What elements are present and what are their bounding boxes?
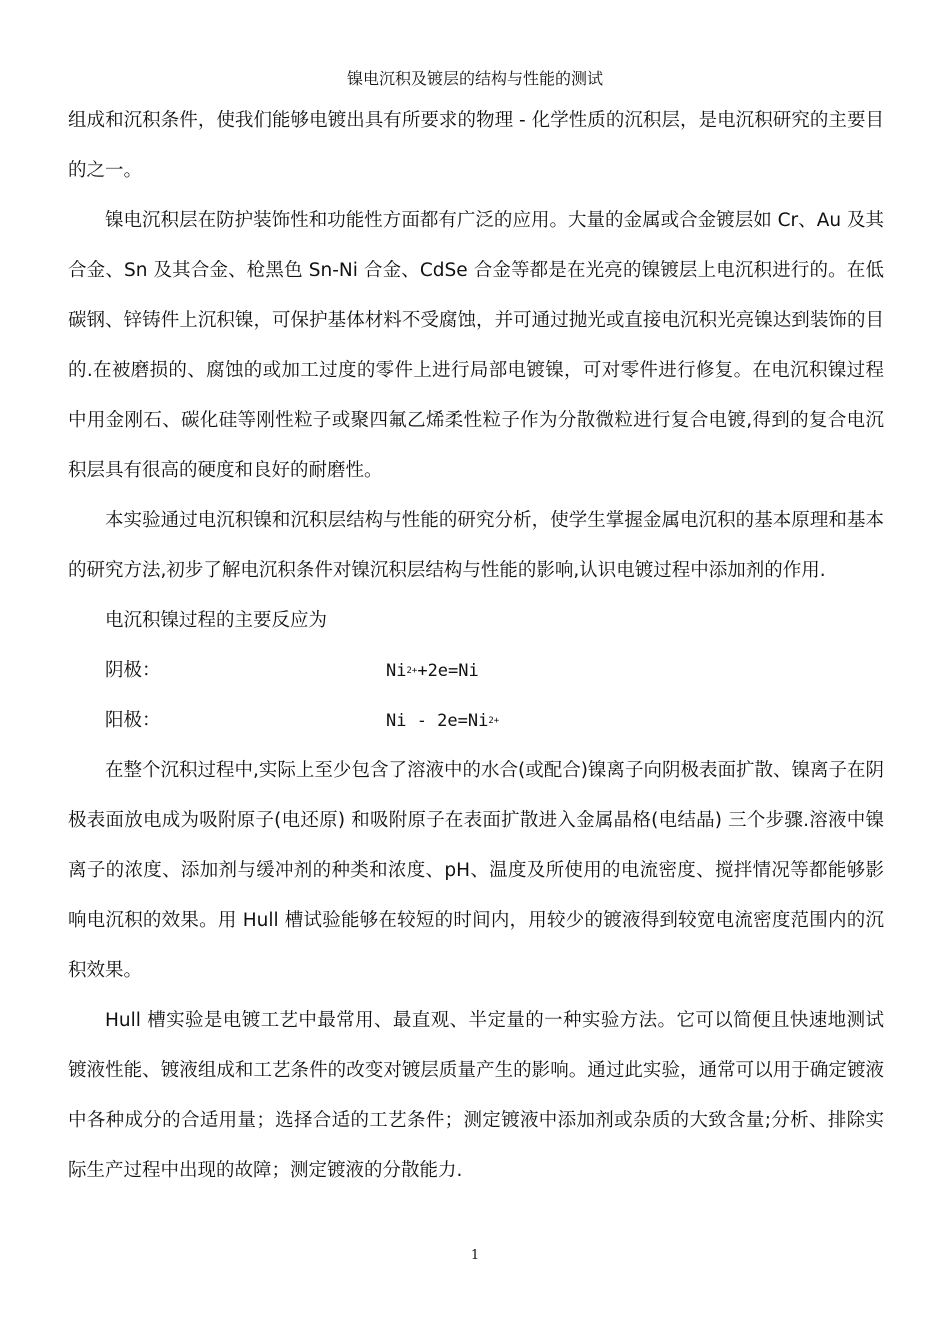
document-body — [68, 96, 884, 1196]
paragraph-5: 在整个沉积过程中,实际上至少包含了溶液中的水合(或配合)镍离子向阴极表面扩散、镍离子在阴极表面放电成为吸附原子(电还原) 和吸附原子在表面扩散进入金属晶格(电结晶) 三个步骤.溶液中镍离子的浓度、添加剂与缓冲剂的种类和浓度、pH、温度及所使用的电流密度、搅拌情况等都能够影响电沉积的效果。用 Hull 槽试验能够在较短的时间内，用较少的镀液得到较宽电流密度范围内的沉积效果。 — [68, 760, 884, 981]
anode-formula — [386, 696, 499, 746]
paragraph-3: 本实验通过电沉积镍和沉积层结构与性能的研究分析，使学生掌握金属电沉积的基本原理和基本的研究方法,初步了解电沉积条件对镍沉积层结构与性能的影响,认识电镀过程中添加剂的作用. — [68, 510, 884, 581]
cathode-formula-part-b: +2e=Ni — [417, 661, 479, 681]
cathode-formula-superscript: 2+ — [406, 666, 418, 676]
paragraph-1: 组成和沉积条件，使我们能够电镀出具有所要求的物理 - 化学性质的沉积层，是电沉积研究的主要目的之一。 — [68, 110, 884, 181]
anode-label: 阳极： — [105, 710, 161, 731]
paragraph-2: 镍电沉积层在防护装饰性和功能性方面都有广泛的应用。大量的金属或合金镀层如 Cr、Au 及其合金、Sn 及其合金、枪黑色 Sn-Ni 合金、CdSe 合金等都是在光亮的镍镀层上电沉积进行的。在低碳钢、锌铸件上沉积镍，可保护基体材料不受腐蚀，并可通过抛光或直接电沉积光亮镍达到装饰的目的.在被磨损的、腐蚀的或加工过度的零件上进行局部电镀镍，可对零件进行修复。在电沉积镍过程中用金刚石、碳化硅等刚性粒子或聚四氟乙烯柔性粒子作为分散微粒进行复合电镀,得到的复合电沉积层具有很高的硬度和良好的耐磨性。 — [68, 210, 884, 481]
anode-formula-superscript: 2+ — [488, 716, 500, 726]
anode-reaction — [68, 696, 884, 746]
page-number: 1 — [470, 1248, 480, 1263]
cathode-formula-part-a: Ni — [386, 661, 407, 681]
cathode-formula — [386, 646, 479, 696]
cathode-label: 阴极： — [105, 660, 161, 681]
running-header: 镍电沉积及镀层的结构与性能的测试 — [346, 69, 603, 88]
cathode-reaction — [68, 646, 884, 696]
anode-formula-part-a: Ni - 2e=Ni — [386, 711, 489, 731]
paragraph-6: Hull 槽实验是电镀工艺中最常用、最直观、半定量的一种实验方法。它可以简便且快速地测试镀液性能、镀液组成和工艺条件的改变对镀层质量产生的影响。通过此实验，通常可以用于确定镀液中各种成分的合适用量；选择合适的工艺条件；测定镀液中添加剂或杂质的大致含量;分析、排除实际生产过程中出现的故障；测定镀液的分散能力. — [68, 1010, 884, 1181]
paragraph-4: 电沉积镍过程的主要反应为 — [105, 610, 328, 631]
